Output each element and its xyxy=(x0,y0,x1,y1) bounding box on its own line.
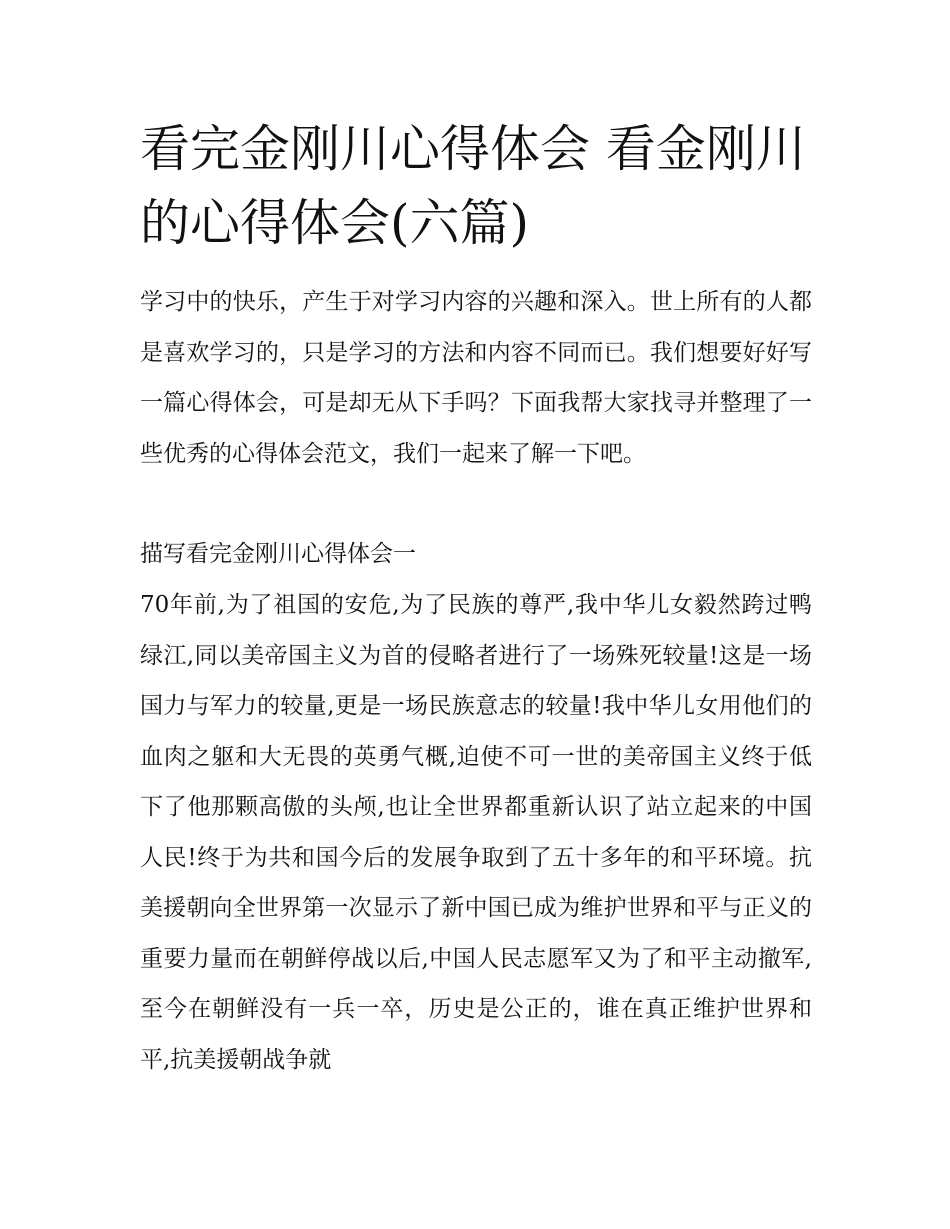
section-paragraph: 70年前,为了祖国的安危,为了民族的尊严,我中华儿女毅然跨过鸭绿江,同以美帝国主义为首的侵略者进行了一场殊死较量!这是一场国力与军力的较量,更是一场民族意志的较量!我中华儿女用他们的血肉之躯和大无畏的英勇气概,迫使不可一世的美帝国主义终于低下了他那颗高傲的头颅,也让全世界都重新认识了站立起来的中国人民!终于为共和国今后的发展争取到了五十多年的和平环境。抗美援朝向全世界第一次显示了新中国已成为维护世界和平与正义的重要力量而在朝鲜停战以后,中国人民志愿军又为了和平主动撤军,至今在朝鲜没有一兵一卒，历史是公正的，谁在真正维护世界和平,抗美援朝战争就 xyxy=(140,592,812,1073)
section-heading: 描写看完金刚川心得体会一 xyxy=(140,541,416,567)
document-title: 看完金刚川心得体会 看金刚川的心得体会(六篇) xyxy=(140,120,806,252)
intro-paragraph: 学习中的快乐，产生于对学习内容的兴趣和深入。世上所有的人都是喜欢学习的，只是学习的方法和内容不同而已。我们想要好好写一篇心得体会，可是却无从下手吗？下面我帮大家找寻并整理了一些优秀的心得体会范文，我们一起来了解一下吧。 xyxy=(140,289,812,467)
